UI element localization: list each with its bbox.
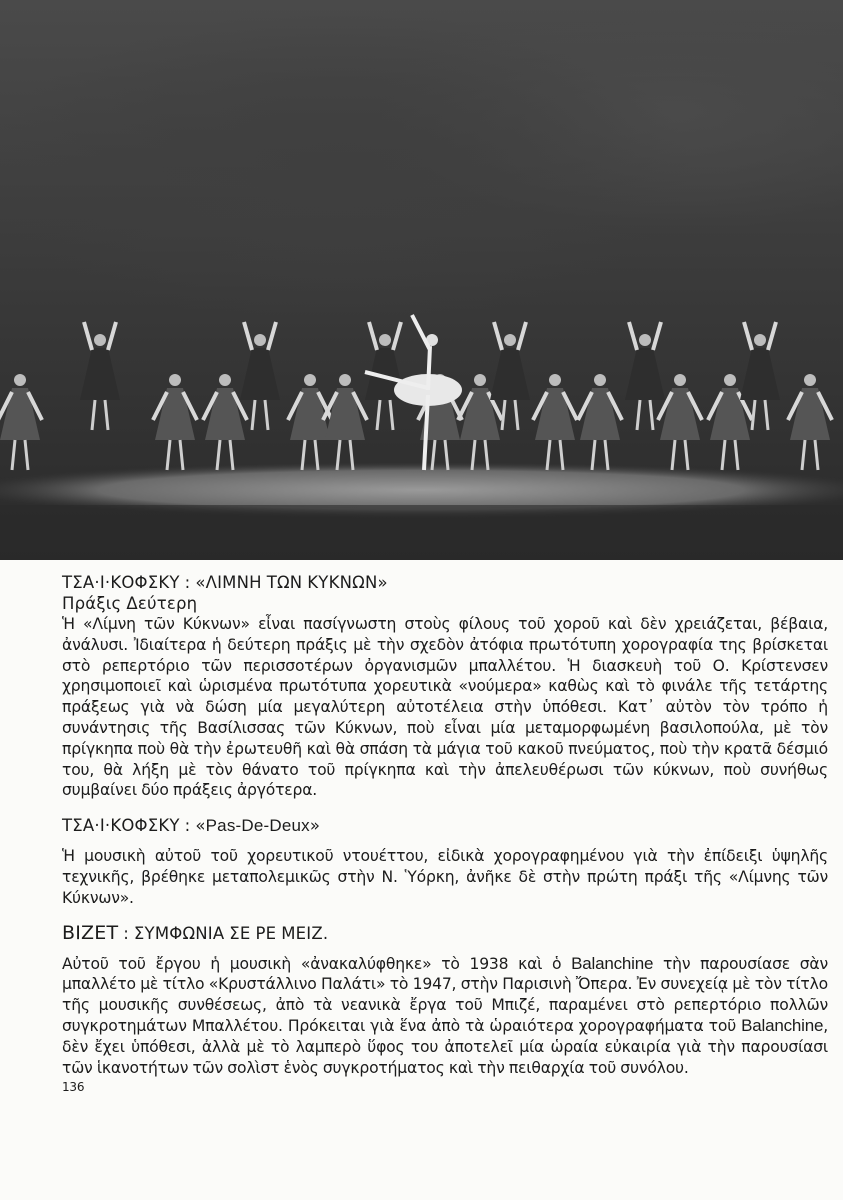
latin-name: Balanchine bbox=[571, 953, 654, 973]
heading-spacer bbox=[62, 944, 828, 954]
stage-front-dark bbox=[0, 505, 843, 560]
heading-composer: ΒΙΖΕΤ bbox=[62, 921, 119, 944]
section-spacer bbox=[62, 909, 828, 923]
section-spacer bbox=[62, 801, 828, 815]
page-number: 136 bbox=[62, 1080, 85, 1095]
dancer-figure bbox=[533, 374, 577, 470]
heading-spacer bbox=[62, 836, 828, 846]
dancer-figure bbox=[740, 322, 780, 430]
stage-scene bbox=[0, 0, 843, 560]
dancer-figure bbox=[578, 374, 622, 470]
dancer-figure bbox=[203, 374, 247, 470]
dancer-figure bbox=[323, 374, 367, 470]
dancer-figure bbox=[658, 374, 702, 470]
dancer-figure bbox=[288, 374, 332, 470]
heading-suffix: » bbox=[309, 816, 321, 836]
section-heading bbox=[62, 815, 828, 836]
section-bizet bbox=[62, 923, 828, 1079]
ballet-photo bbox=[0, 0, 843, 560]
section-pas-de-deux bbox=[62, 815, 828, 908]
section-subheading: Πράξις Δεύτερη bbox=[62, 594, 198, 613]
section-paragraph: Ἡ μουσικὴ αὐτοῦ τοῦ χορευτικοῦ ντουέττου, εἰδικὰ χορογραφημένου γιὰ τὴν ἐπίδειξι ὑψηλῆς τεχνικῆς, βρέθηκε μεταπολεμικῶς στὴν Ν. Ὑόρκη, ἀνῆκε δὲ στὴν πρώτη πράξι τῆς «Λίμνης τῶν Κύκνων». bbox=[62, 847, 828, 907]
section-heading bbox=[62, 923, 828, 944]
section-paragraph bbox=[62, 954, 828, 1079]
paragraph-text: τὴν παρουσίασε σὰν μπαλλέτο μὲ τίτλο «Κρυστάλλινο Παλάτι» τὸ 1947, στὴν Παρισινὴ Ὄπερα. Ἐν συνεχείᾳ μὲ τὸν τίτλο τῆς μουσικῆς συνθέσεως, ἀπὸ τὰ νεανικὰ ἔργα τοῦ Μπιζέ, παραμένει στὸ ρεπερτόριο πολλῶν συγκροτημάτων Μπαλλέτου. Πρόκειται γιὰ ἕνα ἀπὸ τὰ ὡραιότερα χορογραφήματα τοῦ bbox=[62, 954, 828, 1035]
section-paragraph: Ἡ «Λίμνη τῶν Κύκνων» εἶναι πασίγνωστη στοὺς φίλους τοῦ χοροῦ καὶ δὲν χρειάζεται, βέβαια, ἀνάλυσι. Ἰδιαίτερα ἡ δεύτερη πράξις μὲ τὴν σχεδὸν ἀτόφια πρωτότυπη χορογραφία της βρίσκεται στὸ ρεπερτόριο τῶν περισσοτέρων ὀργανισμῶν μπαλλέτου. Ἡ διασκευὴ τοῦ Ο. Κρίστενσεν χρησιμοποιεῖ καὶ ὡρισμένα πρωτότυπα χορευτικὰ «νούμερα» καθὼς καὶ τὸ φινάλε τῆς τετάρτης πράξεως γιὰ νὰ δώση μία μεγαλύτερη αὐτοτέλεια στὴν ὑπόθεσι. Κατ᾽ αὐτὸν τὸν τρόπο ἡ συνάντησις τῆς Βασίλισσας τῶν Κύκνων, ποὺ εἶναι μία μεταμορφωμένη βασιλοπούλα, μὲ τὸν πρίγκηπα ποὺ θὰ τὴν ἐρωτευθῆ καὶ θὰ σπάση τὰ μάγια τοῦ κακοῦ πνεύματος, ποὺ τὴν κρατᾶ δέσμιό του, θὰ λήξη μὲ τὸν θάνατο τοῦ πρίγκηπα καὶ τὴν ἀπελευθέρωσι τῶν κύκνων, ποὺ συνήθως συμβαίνει δύο πράξεις ἀργότερα. bbox=[62, 615, 828, 800]
section-heading: ΤΣΑ·Ι·ΚΟΦΣΚΥ : «ΛΙΜΝΗ ΤΩΝ ΚΥΚΝΩΝ» bbox=[62, 573, 388, 592]
paragraph-text: Αὐτοῦ τοῦ ἔργου ἡ μουσικὴ «ἀνακαλύφθηκε» τὸ 1938 καὶ ὁ bbox=[62, 954, 572, 973]
article-text bbox=[62, 572, 828, 1094]
heading-latin: Pas-De-Deux bbox=[205, 816, 310, 836]
section-swan-lake bbox=[62, 572, 828, 801]
heading-prefix: ΤΣΑ·Ι·ΚΟΦΣΚΥ : « bbox=[62, 816, 206, 836]
paragraph-text: , δὲν ἔχει ὑπόθεσι, ἀλλὰ μὲ τὸ λαμπερὸ ὕφος του ἀποτελεῖ μία ὡραία εὐκαιρία γιὰ τὴν παρουσίασι τῶν ἱκανοτήτων τῶν σολὶστ ἑνὸς συγκροτήματος καὶ τὴν πειθαρχία τοῦ συνόλου. bbox=[62, 1016, 828, 1077]
dancer-figure bbox=[153, 374, 197, 470]
dancer-figure bbox=[490, 322, 530, 430]
dancer-figure bbox=[80, 322, 120, 430]
dancer-figure bbox=[788, 374, 832, 470]
heading-title: : ΣΥΜΦΩΝΙΑ ΣΕ ΡΕ ΜΕΙΖ. bbox=[118, 923, 329, 943]
dancers-group bbox=[0, 315, 832, 470]
latin-name: Balanchine bbox=[741, 1015, 824, 1035]
dancer-figure bbox=[0, 374, 42, 470]
